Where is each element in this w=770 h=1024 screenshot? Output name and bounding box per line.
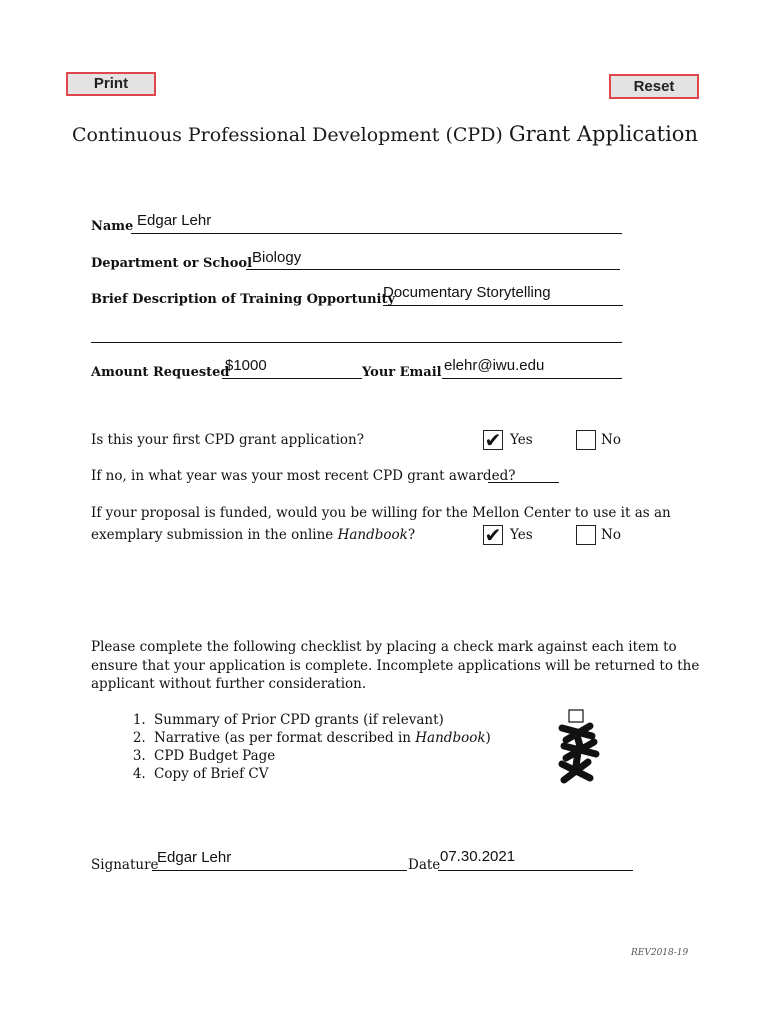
amount-field[interactable]: $1000: [225, 357, 267, 374]
amount-label: Amount Requested: [91, 365, 230, 380]
checklist-item-narrative: [150, 729, 491, 747]
first-no-checkbox[interactable]: [576, 430, 596, 450]
narrative-text-pre: Narrative (as per format described in: [154, 730, 416, 746]
checklist-item-summary: 1. Summary of Prior CPD grants (if relevant): [150, 711, 491, 729]
signature-field[interactable]: Edgar Lehr: [157, 849, 232, 866]
scribble-check-marks: [562, 726, 596, 780]
first-yes-label: Yes: [510, 432, 533, 448]
email-field[interactable]: elehr@iwu.edu: [444, 357, 545, 374]
date-underline: [438, 870, 633, 871]
exemplary-text-pre: exemplary submission in the online: [91, 527, 338, 543]
check-mark-icon: ✔: [484, 428, 502, 452]
email-label: Your Email: [362, 365, 442, 380]
recent-grant-field[interactable]: [488, 482, 559, 483]
checklist-item-budget: 3. CPD Budget Page: [150, 747, 491, 765]
checklist-checkbox-1: [569, 710, 583, 722]
checklist-intro-line2: ensure that your application is complete. Incomplete applications will be returned to the: [91, 657, 700, 674]
name-field[interactable]: Edgar Lehr: [137, 212, 212, 229]
checklist: [128, 711, 491, 783]
exemplary-no-label: No: [601, 527, 621, 543]
date-label: Date: [408, 857, 441, 873]
first-yes-checkbox[interactable]: [483, 430, 503, 450]
handbook-italic: Handbook: [415, 730, 486, 746]
description-label: Brief Description of Training Opportunity: [91, 292, 396, 307]
exemplary-question-line1: If your proposal is funded, would you be willing for the Mellon Center to use it as an: [91, 505, 671, 521]
checklist-item-cv: 4. Copy of Brief CV: [150, 765, 491, 783]
signature-underline: [152, 870, 407, 871]
description-underline: [383, 305, 623, 306]
narrative-text-post: ): [485, 730, 491, 746]
checklist-checkboxes[interactable]: [556, 706, 606, 786]
revision-note: REV2018-19: [631, 948, 689, 958]
department-underline: [246, 269, 620, 270]
checklist-intro-line3: applicant without further consideration.: [91, 676, 367, 692]
exemplary-yes-label: Yes: [510, 527, 533, 543]
title-part1: Continuous Professional Development (CPD): [72, 124, 503, 146]
check-mark-icon: ✔: [484, 523, 502, 547]
description-underline-2: [91, 342, 622, 343]
signature-label: Signature: [91, 857, 159, 873]
checklist-intro-line1: Please complete the following checklist by placing a check mark against each item to: [91, 639, 677, 655]
name-label: Name: [91, 219, 134, 234]
page-title: [0, 122, 770, 146]
title-part2: Grant Application: [508, 122, 698, 146]
handbook-italic: Handbook: [337, 527, 408, 543]
reset-button[interactable]: Reset: [609, 74, 699, 99]
recent-grant-question: If no, in what year was your most recent CPD grant awarded?: [91, 468, 516, 484]
department-field[interactable]: Biology: [252, 249, 302, 266]
exemplary-yes-checkbox[interactable]: [483, 525, 503, 545]
amount-underline: [222, 378, 362, 379]
email-underline: [442, 378, 622, 379]
first-application-question: Is this your first CPD grant application?: [91, 432, 364, 448]
exemplary-text-post: ?: [407, 527, 416, 543]
description-field[interactable]: Documentary Storytelling: [383, 284, 551, 301]
first-no-label: No: [601, 432, 621, 448]
name-underline: [131, 233, 622, 234]
exemplary-question-line2: [91, 527, 415, 543]
department-label: Department or School: [91, 256, 253, 271]
date-field[interactable]: 07.30.2021: [440, 848, 516, 865]
exemplary-no-checkbox[interactable]: [576, 525, 596, 545]
checklist-intro: [91, 638, 699, 694]
print-button[interactable]: Print: [66, 72, 156, 96]
